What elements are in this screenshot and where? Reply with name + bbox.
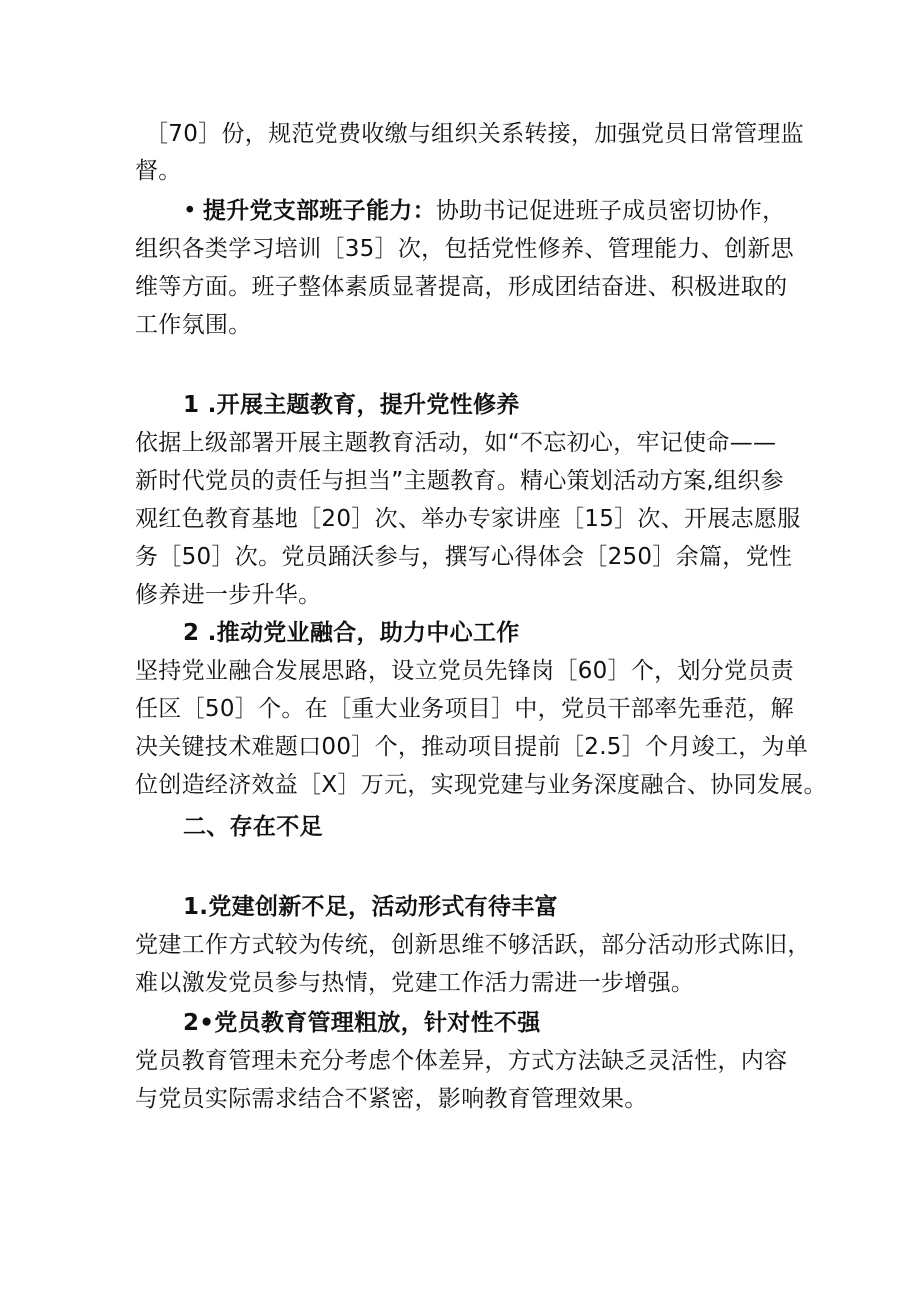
body-text-line: 维等方面。班子整体素质显著提高，形成团结奋进、积极进取的	[135, 274, 788, 300]
body-text-line: 组织各类学习培训［35］次，包括党性修养、管理能力、创新思	[135, 236, 794, 262]
body-text-line: 依据上级部署开展主题教育活动，如“不忘初心，牢记使命——	[135, 430, 777, 456]
body-text-line: 坚持党业融合发展思路，设立党员先锋岗［60］个，划分党员责	[135, 658, 794, 684]
body-text-line: 新时代党员的责任与担当”主题教育。精心策划活动方案,组织参	[135, 468, 784, 494]
body-text-line: 难以激发党员参与热情，党建工作活力需进一步增强。	[135, 970, 695, 996]
body-text-line: 任区［50］个。在［重大业务项目］中，党员干部率先垂范，解	[135, 696, 794, 722]
section-heading: 1.党建创新不足，活动形式有待丰富	[183, 894, 558, 920]
section-heading: 2•党员教育管理粗放，针对性不强	[183, 1010, 541, 1036]
section-heading: 1 .开展主题教育，提升党性修养	[183, 392, 520, 418]
bullet-icon: •	[183, 198, 197, 224]
body-text-line: 工作氛围。	[135, 312, 252, 338]
body-text-line: 务［50］次。党员踊沃参与，撰写心得体会［250］余篇，党性	[135, 544, 793, 570]
body-text-line: 观红色教育基地［20］次、举办专家讲座［15］次、开展志愿服	[135, 506, 801, 532]
bullet-heading: 提升党支部班子能力：	[202, 198, 436, 224]
body-text-line: 修养进一步升华。	[135, 582, 322, 608]
body-text-inline: 协助书记促进班子成员密切协作，	[435, 198, 786, 224]
section-heading: 2 .推动党业融合，助力中心工作	[183, 620, 520, 646]
bullet-paragraph-first-line	[183, 195, 785, 227]
body-text-line: 与党员实际需求结合不紧密，影响教育管理效果。	[135, 1086, 648, 1112]
body-text-line: ［70］份，规范党费收缴与组织关系转接，加强党员日常管理监	[145, 121, 804, 147]
body-text-line: 党建工作方式较为传统，创新思维不够活跃，部分活动形式陈旧，	[135, 932, 811, 958]
body-text-line: 决关键技术难题口00］个，推动项目提前［2.5］个月竣工，为单	[135, 734, 809, 760]
body-text-line: 督。	[135, 158, 182, 184]
body-text-line: 位创造经济效益［X］万元，实现党建与业务深度融合、协同发展。	[135, 772, 827, 798]
part-heading: 二、存在不足	[183, 814, 323, 840]
body-text-line: 党员教育管理未充分考虑个体差异，方式方法缺乏灵活性，内容	[135, 1048, 788, 1074]
